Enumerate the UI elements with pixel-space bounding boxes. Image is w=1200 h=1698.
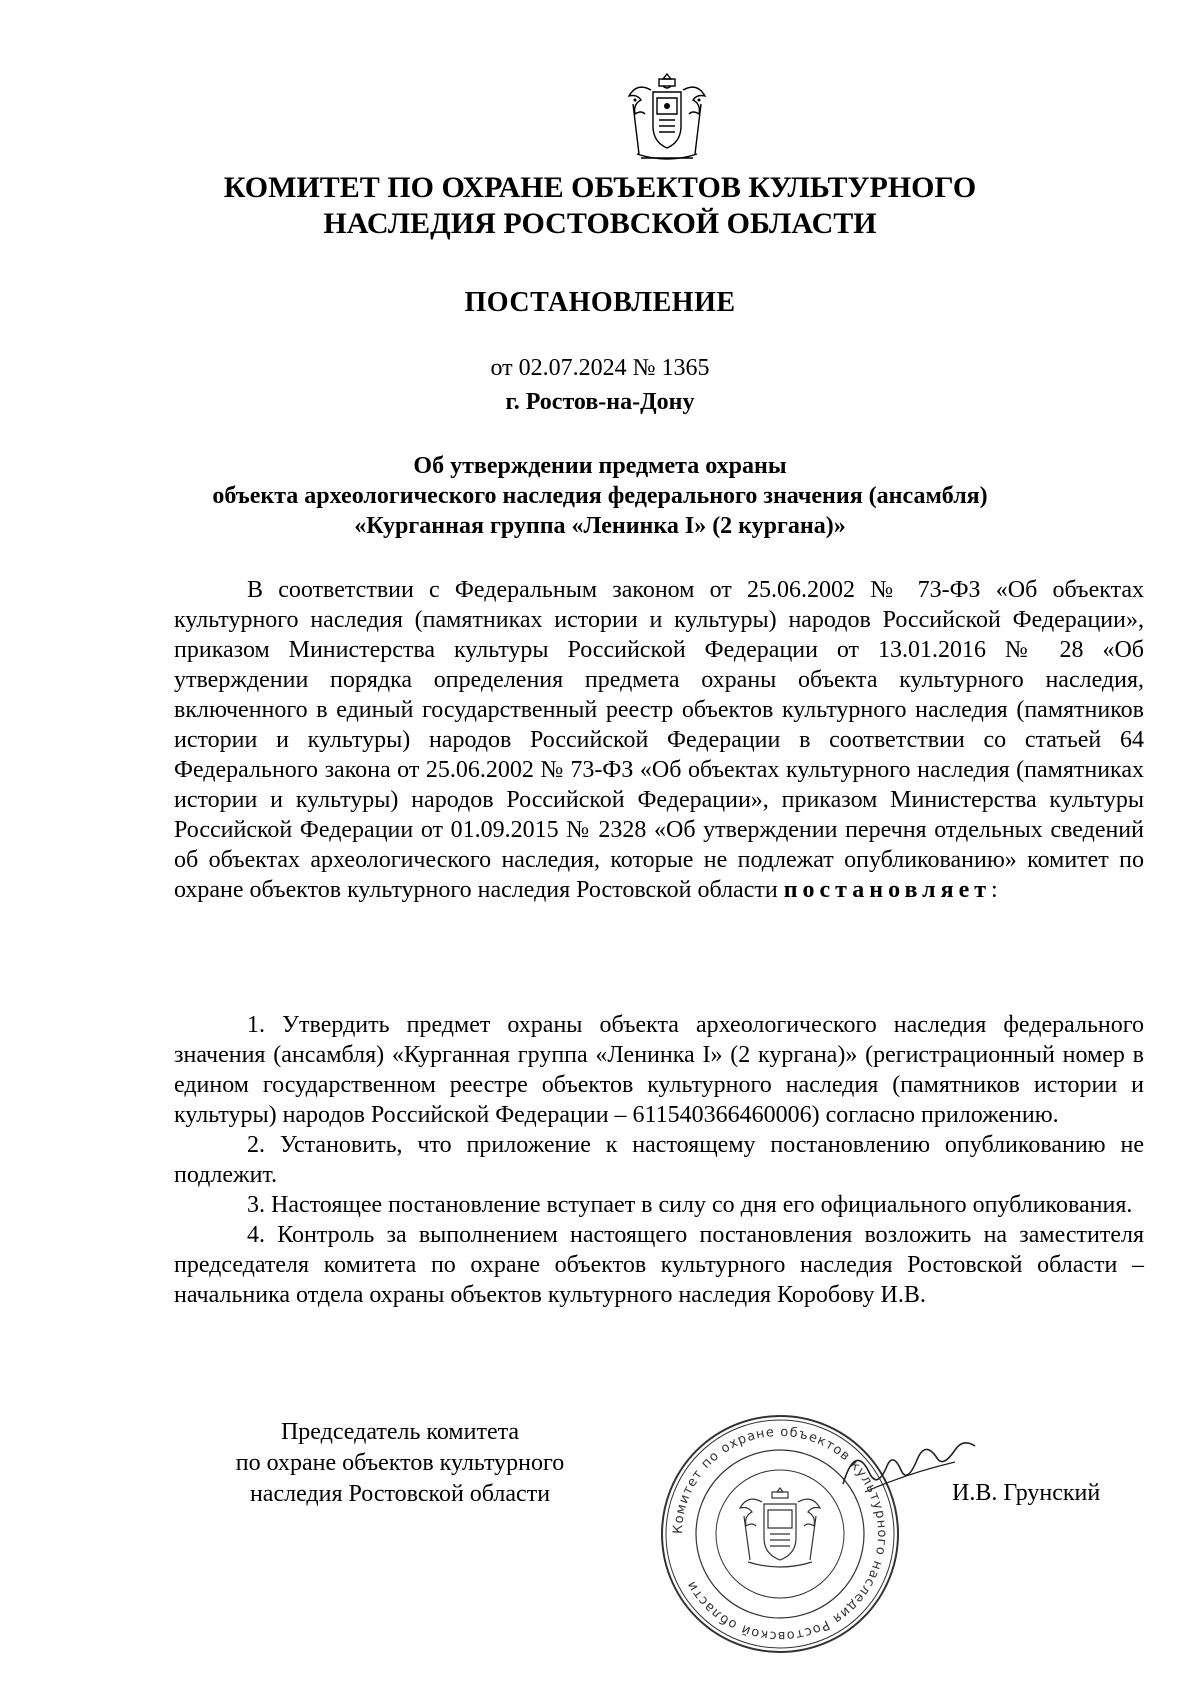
decree-item-4: 4. Контроль за выполнением настоящего постановления возложить на заместителя председателя комитета по охране объектов культурного наследия Ростовской области – начальника отдела охраны объектов культурного наследия Коробову И.В.	[174, 1222, 1144, 1308]
preamble	[174, 575, 1144, 905]
subject-line-3: «Курганная группа «Ленинка I» (2 кургана)»	[354, 513, 846, 539]
signatory-title-line-3: наследия Ростовской области	[249, 1481, 551, 1507]
stamp-text: Комитет по охране объектов культурного наследия Ростовской области	[670, 1424, 890, 1644]
document-date-number: от 02.07.2024 № 1365	[490, 355, 710, 381]
signatory-title-line-1: Председатель комитета	[280, 1419, 520, 1445]
preamble-end: :	[991, 877, 998, 903]
decree-item-3: 3. Настоящее постановление вступает в силу со дня его официального опубликования.	[247, 1192, 1133, 1218]
decree-item-2: 2. Установить, что приложение к настоящему постановлению опубликованию не подлежит.	[174, 1132, 1144, 1188]
document-subject	[150, 451, 1050, 541]
decree-items	[174, 1010, 1144, 1310]
document-city: г. Ростов-на-Дону	[505, 389, 695, 415]
decree-word: постановляет	[783, 877, 992, 903]
preamble-paragraph	[174, 575, 1144, 905]
preamble-text: В соответствии с Федеральным законом от 25.06.2002 № 73-ФЗ «Об объектах культурного наследия (памятниках истории и культуры) народов Российской Федерации», приказом Министерства культуры Российской Федерации от 13.01.2016 № 28 «Об утверждении порядка определения предмета охраны объекта культурного наследия, включенного в единый государственный реестр объектов культурного наследия (памятников истории и культуры) народов Российской Федерации в соответствии со статьей 64 Федерального закона от 25.06.2002 № 73-ФЗ «Об объектах культурного наследия (памятниках истории и культуры) народов Российской Федерации», приказом Министерства культуры Российской Федерации от 01.09.2015 № 2328 «Об утверждении перечня отдельных сведений об объектах археологического наследия, которые не подлежат опубликованию» комитет по охране объектов культурного наследия Ростовской области	[174, 577, 1144, 903]
organization-name	[200, 170, 1000, 242]
signatory-title-line-2: по охране объектов культурного	[235, 1450, 565, 1476]
org-line-2: НАСЛЕДИЯ РОСТОВСКОЙ ОБЛАСТИ	[323, 207, 877, 240]
rostov-oblast-coat-of-arms-icon	[623, 70, 711, 166]
decree-item-1: 1. Утвердить предмет охраны объекта археологического наследия федерального значения (ансамбля) «Курганная группа «Ленинка I» (2 кургана)» (регистрационный номер в едином государственном реестре объектов культурного наследия (памятников истории и культуры) народов Российской Федерации – 611540366460006) согласно приложению.	[174, 1012, 1144, 1128]
org-line-1: КОМИТЕТ ПО ОХРАНЕ ОБЪЕКТОВ КУЛЬТУРНОГО	[223, 171, 977, 204]
subject-line-2: объекта археологического наследия федерального значения (ансамбля)	[212, 483, 988, 509]
subject-line-1: Об утверждении предмета охраны	[413, 453, 787, 479]
document-type: ПОСТАНОВЛЕНИЕ	[464, 287, 736, 318]
signatory-name: И.В. Грунский	[952, 1480, 1101, 1506]
signatory-title	[180, 1417, 620, 1510]
